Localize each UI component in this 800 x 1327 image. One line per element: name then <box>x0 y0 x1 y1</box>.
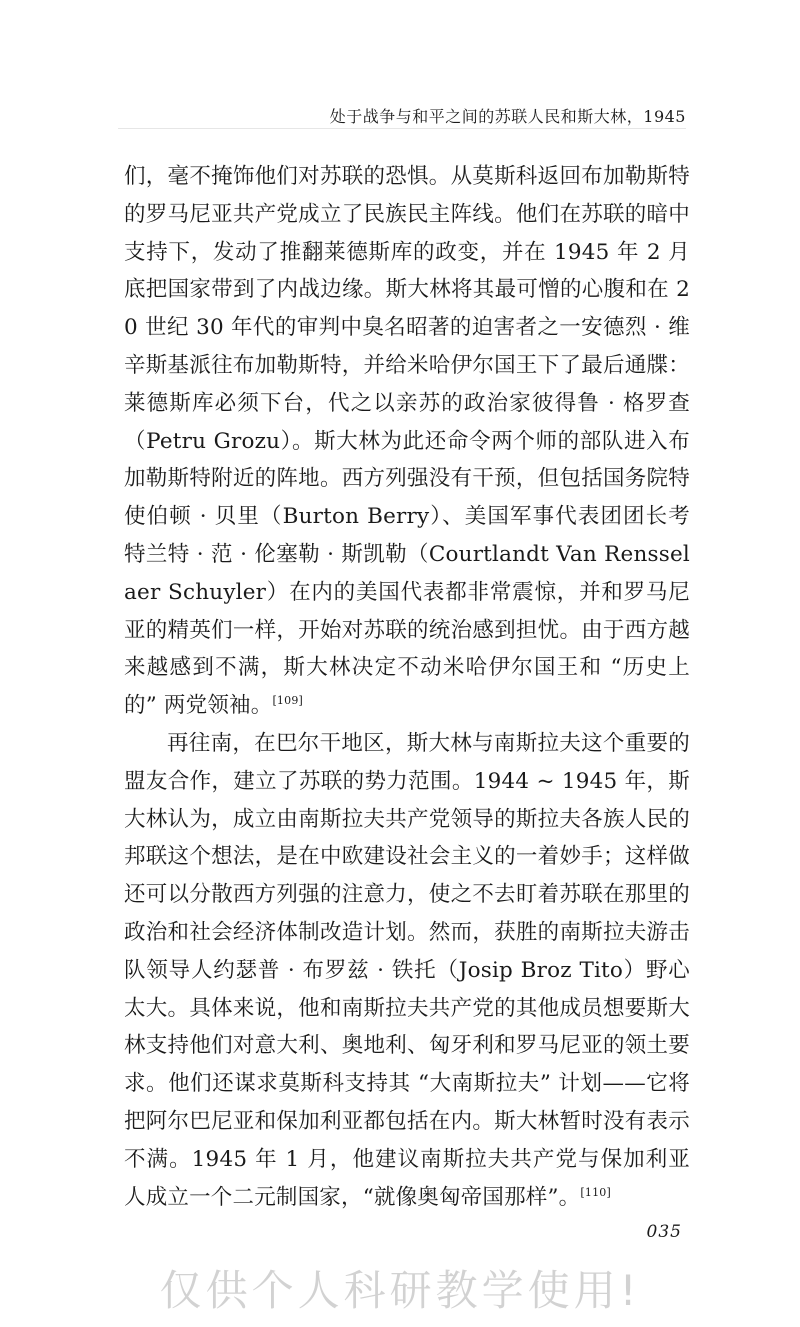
paragraph-2-text: 再往南，在巴尔干地区，斯大林与南斯拉夫这个重要的盟友合作，建立了苏联的势力范围。1944 ~ 1945 年，斯大林认为，成立由南斯拉夫共产党领导的斯拉夫各族人民的邦联这个想法，是在中欧建设社会主义的一着妙手；这样做还可以分散西方列强的注意力，使之不去盯着苏联在那里的政治和社会经济体制改造计划。然而，获胜的南斯拉夫游击队领导人约瑟普 · 布罗兹 · 铁托（Josip Broz Tito）野心太大。具体来说，他和南斯拉夫共产党的其他成员想要斯大林支持他们对意大利、奥地利、匈牙利和罗马尼亚的领土要求。他们还谋求莫斯科支持其 “大南斯拉夫” 计划——它将把阿尔巴尼亚和保加利亚都包括在内。斯大林暂时没有表示不满。1945 年 1 月，他建议南斯拉夫共产党与保加利亚人成立一个二元制国家，“就像奥匈帝国那样”。 <box>124 730 690 1210</box>
watermark: 仅供个人科研教学使用! <box>159 1266 641 1315</box>
footnote-marker-109[interactable]: [109] <box>272 694 304 707</box>
page-number: 035 <box>646 1222 682 1242</box>
header-divider <box>118 128 686 129</box>
paragraph-2 <box>124 725 690 1216</box>
running-header: 处于战争与和平之间的苏联人民和斯大林，1945 <box>329 107 686 126</box>
body-text <box>124 158 690 1216</box>
paragraph-1-text: 们，毫不掩饰他们对苏联的恐惧。从莫斯科返回布加勒斯特的罗马尼亚共产党成立了民族民主阵线。他们在苏联的暗中支持下，发动了推翻莱德斯库的政变，并在 1945 年 2 月底把国家带到了内战边缘。斯大林将其最可憎的心腹和在 20 世纪 30 年代的审判中臭名昭著的迫害者之一安德烈 · 维辛斯基派往布加勒斯特，并给米哈伊尔国王下了最后通牒：莱德斯库必须下台，代之以亲苏的政治家彼得鲁 · 格罗查（Petru Grozu）。斯大林为此还命令两个师的部队进入布加勒斯特附近的阵地。西方列强没有干预，但包括国务院特使伯顿 · 贝里（Burton Berry）、美国军事代表团团长考特兰特 · 范 · 伦塞勒 · 斯凯勒（Courtlandt Van Rensselaer Schuyler）在内的美国代表都非常震惊，并和罗马尼亚的精英们一样，开始对苏联的统治感到担忧。由于西方越来越感到不满，斯大林决定不动米哈伊尔国王和 “历史上的” 两党领袖。 <box>124 164 690 719</box>
footnote-marker-110[interactable]: [110] <box>580 1185 611 1199</box>
paragraph-1 <box>124 158 690 725</box>
